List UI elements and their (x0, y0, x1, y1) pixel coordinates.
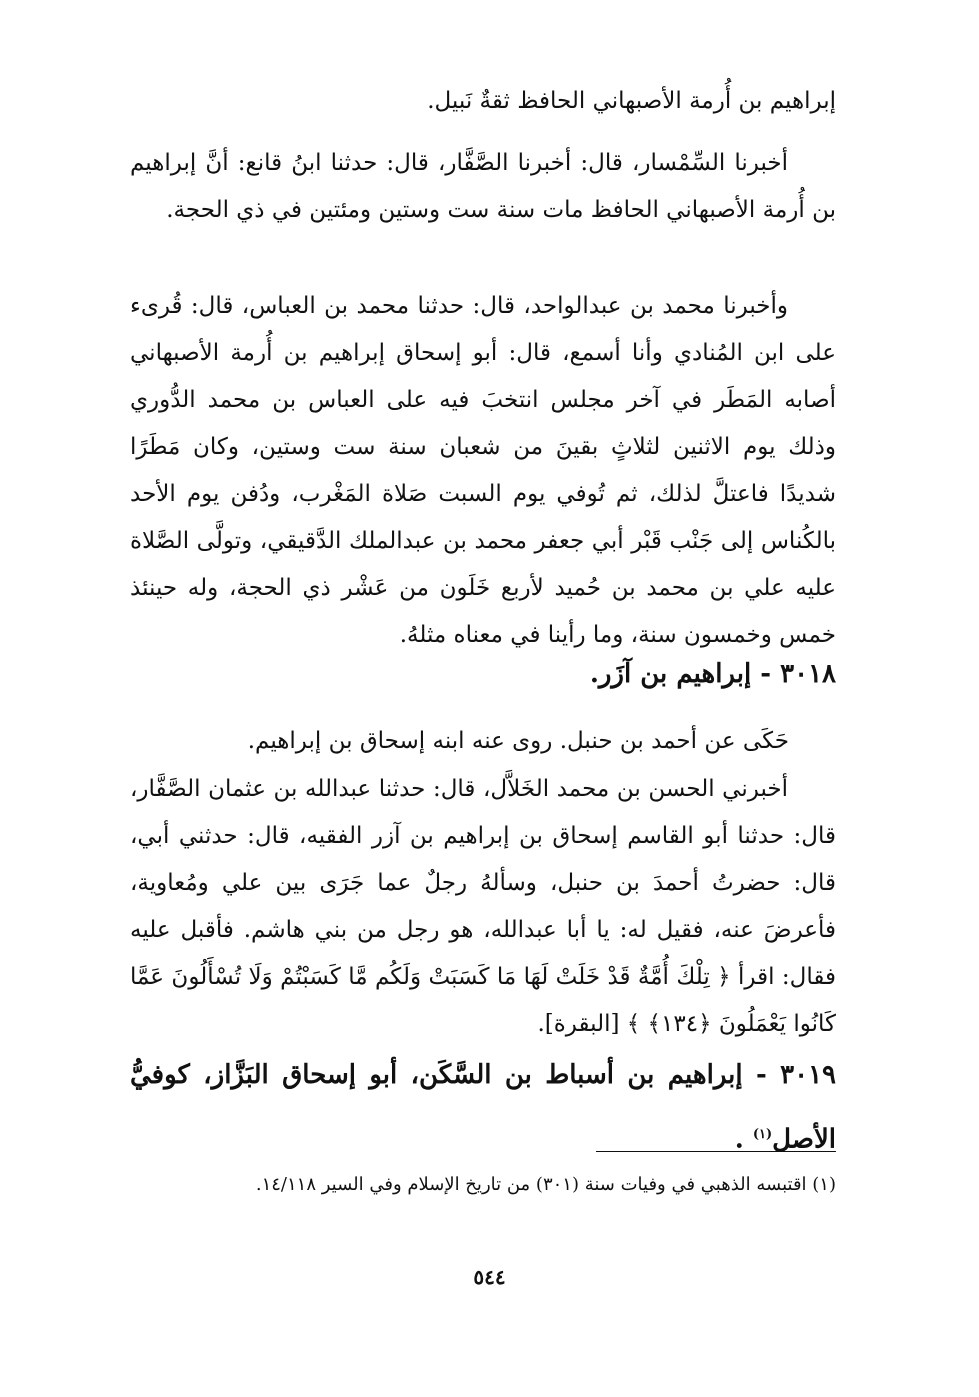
entry-heading-3019-text: ٣٠١٩ - إبراهيم بن أسباط بن السَّكَن، أبو إسحاق البَزَّاز، كوفيُّ الأصل (130, 1060, 836, 1155)
footnote: (١) اقتبسه الذهبي في وفيات سنة (٣٠١) من تاريخ الإسلام وفي السير ١٤/١١٨. (255, 1174, 836, 1195)
paragraph-4: حَكَى عن أحمد بن حنبل. روى عنه ابنه إسحاق بن إبراهيم. (247, 728, 789, 754)
paragraph-2: أخبرنا السِّمْسار، قال: أخبرنا الصَّفَّار، قال: حدثنا ابنُ قانع: أنَّ إبراهيم بن أُرمة الأصبهاني الحافظ مات سنة ست وستين ومئتين في ذي الحجة. (130, 150, 836, 223)
paragraph-5: أخبرني الحسن بن محمد الخَلاَّل، قال: حدثنا عبدالله بن عثمان الصَّفَّار، قال: حدثنا أبو القاسم إسحاق بن إبراهيم بن آزر الفقيه، قال: حدثني أبي، قال: حضرتُ أحمدَ بن حنبل، وسألهُ رجلٌ عما جَرَى بين علي ومُعاوية، فأعرضَ عنه، فقيل له: يا أبا عبدالله، هو رجل من بني هاشم. فأقبل عليه فقال: اقرأ ﴿ تِلْكَ أُمَّةٌ قَدْ خَلَتْ لَهَا مَا كَسَبَتْ وَلَكُم مَّا كَسَبْتُمْ وَلَا تُسْأَلُونَ عَمَّا كَانُوا يَعْمَلُونَ ﴿١٣٤﴾ ﴾ [البقرة]. (130, 776, 836, 1037)
footnote-divider (596, 1151, 836, 1152)
page-number: ٥٤٤ (473, 1265, 506, 1289)
footnote-marker: (١) (752, 1127, 773, 1142)
paragraph-1: إبراهيم بن أُرمة الأصبهاني الحافظ ثقةٌ نَبيل. (427, 88, 836, 114)
entry-heading-3019-end: . (734, 1124, 744, 1155)
paragraph-3: وأخبرنا محمد بن عبدالواحد، قال: حدثنا محمد بن العباس، قال: قُرىء على ابن المُنادي وأنا أسمع، قال: أبو إسحاق إبراهيم بن أُرمة الأصبهاني أصابه المَطَر في آخر مجلس انتخبَ فيه على العباس بن محمد الدُّوري وذلك يوم الاثنين لثلاثٍ بقينَ من شعبان سنة ست وستين، وكان مَطَرًا شديدًا فاعتلَّ لذلك، ثم تُوفي يوم السبت صَلاة المَغْرب، ودُفن يوم الأحد بالكُناس إلى جَنْب قَبْر أبي جعفر محمد بن عبدالملك الدَّقيقي، وتولَّى الصَّلاة عليه علي بن محمد بن حُميد لأربع خَلَون من عَشْر ذي الحجة، وله حينئذ خمس وخمسون سنة، وما رأينا في معناه مثلهُ. (130, 293, 836, 648)
entry-heading-3018: ٣٠١٨ - إبراهيم بن آزَر. (589, 659, 836, 689)
